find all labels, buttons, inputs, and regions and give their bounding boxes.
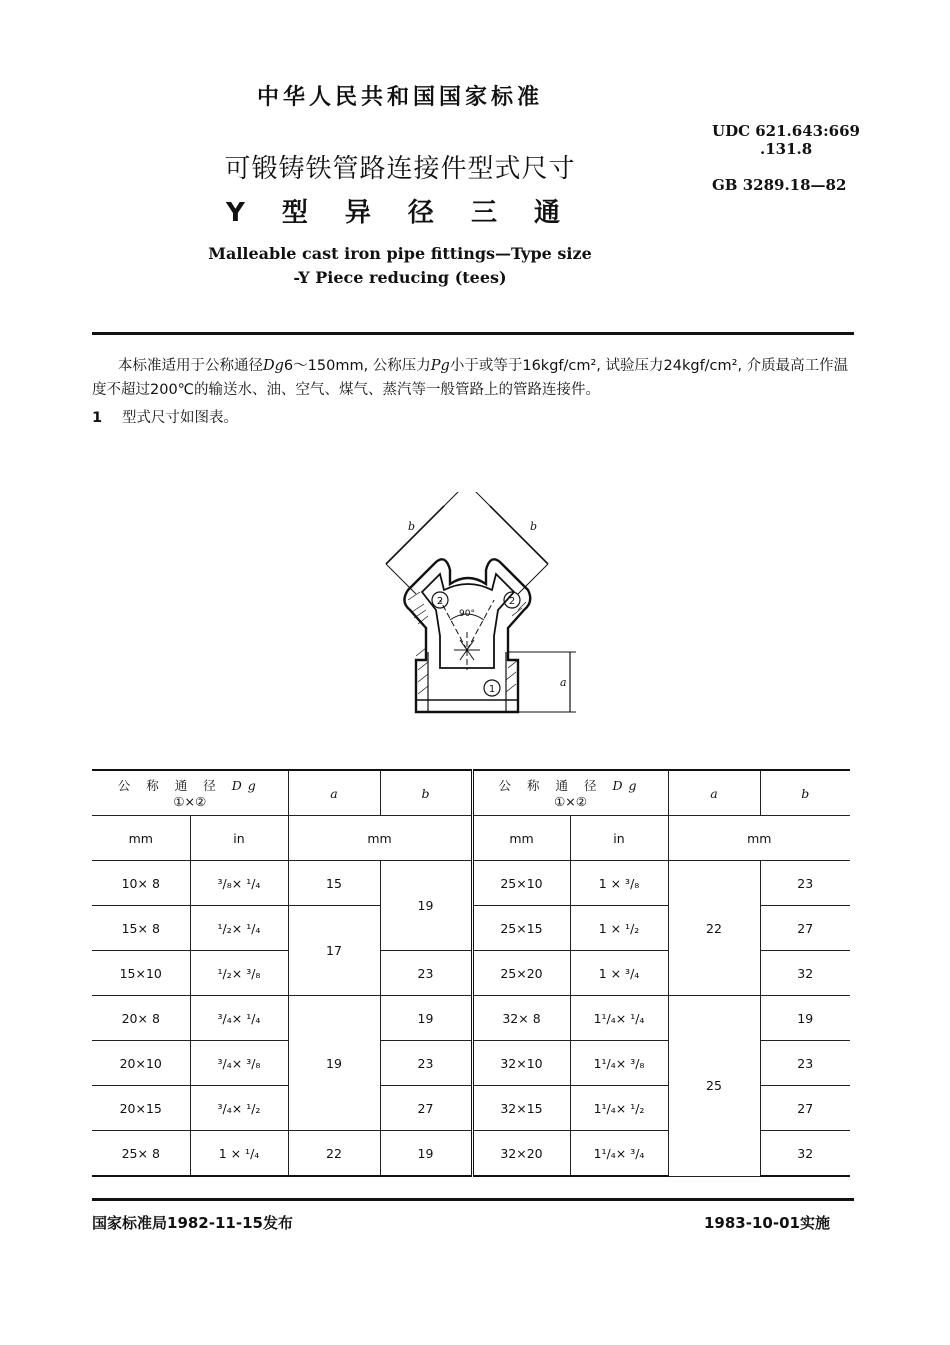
header-nominal-right: [472, 770, 668, 816]
header-nominal-text: 公 称 通 径: [117, 777, 222, 793]
title-cn-line-2: Y 型 异 径 三 通: [225, 198, 575, 228]
header-sub: ①×②: [554, 793, 587, 809]
cell-mm: 10× 8: [92, 861, 190, 906]
section-1: [92, 406, 857, 430]
cell-b: 27: [760, 1086, 850, 1131]
header-sub: ①×②: [173, 793, 207, 809]
scope-text-b: 6～150mm, 公称压力: [283, 358, 431, 374]
label-circle-1: 1: [488, 684, 496, 695]
header-nominal-left: [92, 770, 288, 816]
header-b-left: b: [380, 770, 472, 816]
cell-b: 32: [760, 1131, 850, 1177]
cell-a: 22: [288, 1131, 380, 1177]
cell-a: 19: [288, 996, 380, 1131]
cell-mm: 25× 8: [92, 1131, 190, 1177]
dim-line-right: [490, 506, 548, 564]
header-dg: Dg: [612, 777, 643, 793]
cell-mm: 32× 8: [472, 996, 570, 1041]
cell-in: 1 × ³/₄: [570, 951, 668, 996]
cell-a: 25: [668, 996, 760, 1177]
table-unit-row: [92, 816, 850, 861]
table-header-row: [92, 770, 850, 816]
header-a-left: a: [288, 770, 380, 816]
label-circle-2-right: 2: [508, 596, 516, 607]
cell-mm: 25×20: [472, 951, 570, 996]
cell-in: 1 × ¹/₄: [190, 1131, 288, 1177]
title-en-line-2: -Y Piece reducing (tees): [293, 268, 507, 287]
cell-mm: 15× 8: [92, 906, 190, 951]
cell-in: ³/₄× ³/₈: [190, 1041, 288, 1086]
cell-b: 32: [760, 951, 850, 996]
cell-in: ³/₄× ¹/₂: [190, 1086, 288, 1131]
cell-a: 22: [668, 861, 760, 996]
pg-symbol: Pg: [430, 358, 450, 374]
cell-in: 1¹/₄× ³/₄: [570, 1131, 668, 1177]
cell-b: 23: [760, 1041, 850, 1086]
cell-b: 19: [760, 996, 850, 1041]
label-b-right: b: [530, 520, 538, 533]
footer-rule: [92, 1198, 854, 1201]
cell-mm: 20×15: [92, 1086, 190, 1131]
title-en-line-1: Malleable cast iron pipe fittings—Type size: [208, 244, 592, 263]
cell-b: 23: [380, 951, 472, 996]
national-standard-heading: 中华人民共和国国家标准: [256, 85, 543, 110]
label-a: a: [560, 676, 567, 689]
header-nominal-text: 公 称 通 径: [498, 777, 603, 793]
title-cn-line-1: 可锻铸铁管路连接件型式尺寸: [224, 154, 576, 184]
scope-text-a: 本标准适用于公称通径: [118, 358, 263, 374]
cell-mm: 32×10: [472, 1041, 570, 1086]
header-rule: [92, 332, 854, 335]
cell-a: 15: [288, 861, 380, 906]
cell-in: 1¹/₄× ³/₈: [570, 1041, 668, 1086]
cell-in: 1¹/₄× ¹/₄: [570, 996, 668, 1041]
label-angle: 90°: [459, 609, 475, 619]
gb-code: GB 3289.18—82: [712, 176, 847, 194]
cell-b: 27: [760, 906, 850, 951]
dimensions-table: [92, 769, 850, 1177]
cell-in: 1¹/₄× ¹/₂: [570, 1086, 668, 1131]
cell-mm: 25×15: [472, 906, 570, 951]
cell-in: 1 × ¹/₂: [570, 906, 668, 951]
cell-mm: 20× 8: [92, 996, 190, 1041]
cell-b: 19: [380, 861, 472, 951]
effective-date: 1983-10-01实施: [704, 1214, 830, 1232]
table-row: [92, 861, 850, 906]
cell-b: 19: [380, 1131, 472, 1177]
header-b-right: b: [760, 770, 850, 816]
scope-paragraph: [92, 354, 857, 402]
unit-mm: mm: [472, 816, 570, 861]
label-b-left: b: [408, 520, 416, 533]
table-row: [92, 996, 850, 1041]
y-tee-drawing: [378, 492, 588, 722]
cell-b: 27: [380, 1086, 472, 1131]
unit-in: in: [190, 816, 288, 861]
udc-line-2: .131.8: [760, 140, 813, 158]
unit-in: in: [570, 816, 668, 861]
cell-mm: 15×10: [92, 951, 190, 996]
cell-mm: 25×10: [472, 861, 570, 906]
udc-line-1: UDC 621.643:669: [712, 122, 860, 140]
cell-b: 19: [380, 996, 472, 1041]
dg-symbol: Dg: [263, 358, 284, 374]
cell-mm: 32×20: [472, 1131, 570, 1177]
unit-mm: mm: [668, 816, 850, 861]
unit-mm: mm: [288, 816, 472, 861]
cell-b: 23: [760, 861, 850, 906]
cell-in: ¹/₂× ³/₈: [190, 951, 288, 996]
label-circle-2-left: 2: [436, 596, 444, 607]
cell-mm: 32×15: [472, 1086, 570, 1131]
section-text: 型式尺寸如图表。: [122, 410, 238, 426]
cell-in: ¹/₂× ¹/₄: [190, 906, 288, 951]
cell-in: ³/₄× ¹/₄: [190, 996, 288, 1041]
cell-a: 17: [288, 906, 380, 996]
scope-text-c: 小于或等于16kgf/cm², 试验压力24kgf/cm², 介质最高工作温度不超过200℃的输送水、油、空气、煤气、蒸汽等一般管路上的管路连接件。: [92, 358, 849, 398]
cell-in: ³/₈× ¹/₄: [190, 861, 288, 906]
section-number: 1: [92, 410, 103, 426]
header-a-right: a: [668, 770, 760, 816]
cell-mm: 20×10: [92, 1041, 190, 1086]
unit-mm: mm: [92, 816, 190, 861]
header-dg: Dg: [231, 777, 262, 793]
dim-line-left: [386, 506, 444, 564]
cell-in: 1 × ³/₈: [570, 861, 668, 906]
issue-date: 国家标准局1982-11-15发布: [92, 1214, 293, 1232]
tee-inner-wall: [422, 574, 514, 668]
cell-b: 23: [380, 1041, 472, 1086]
